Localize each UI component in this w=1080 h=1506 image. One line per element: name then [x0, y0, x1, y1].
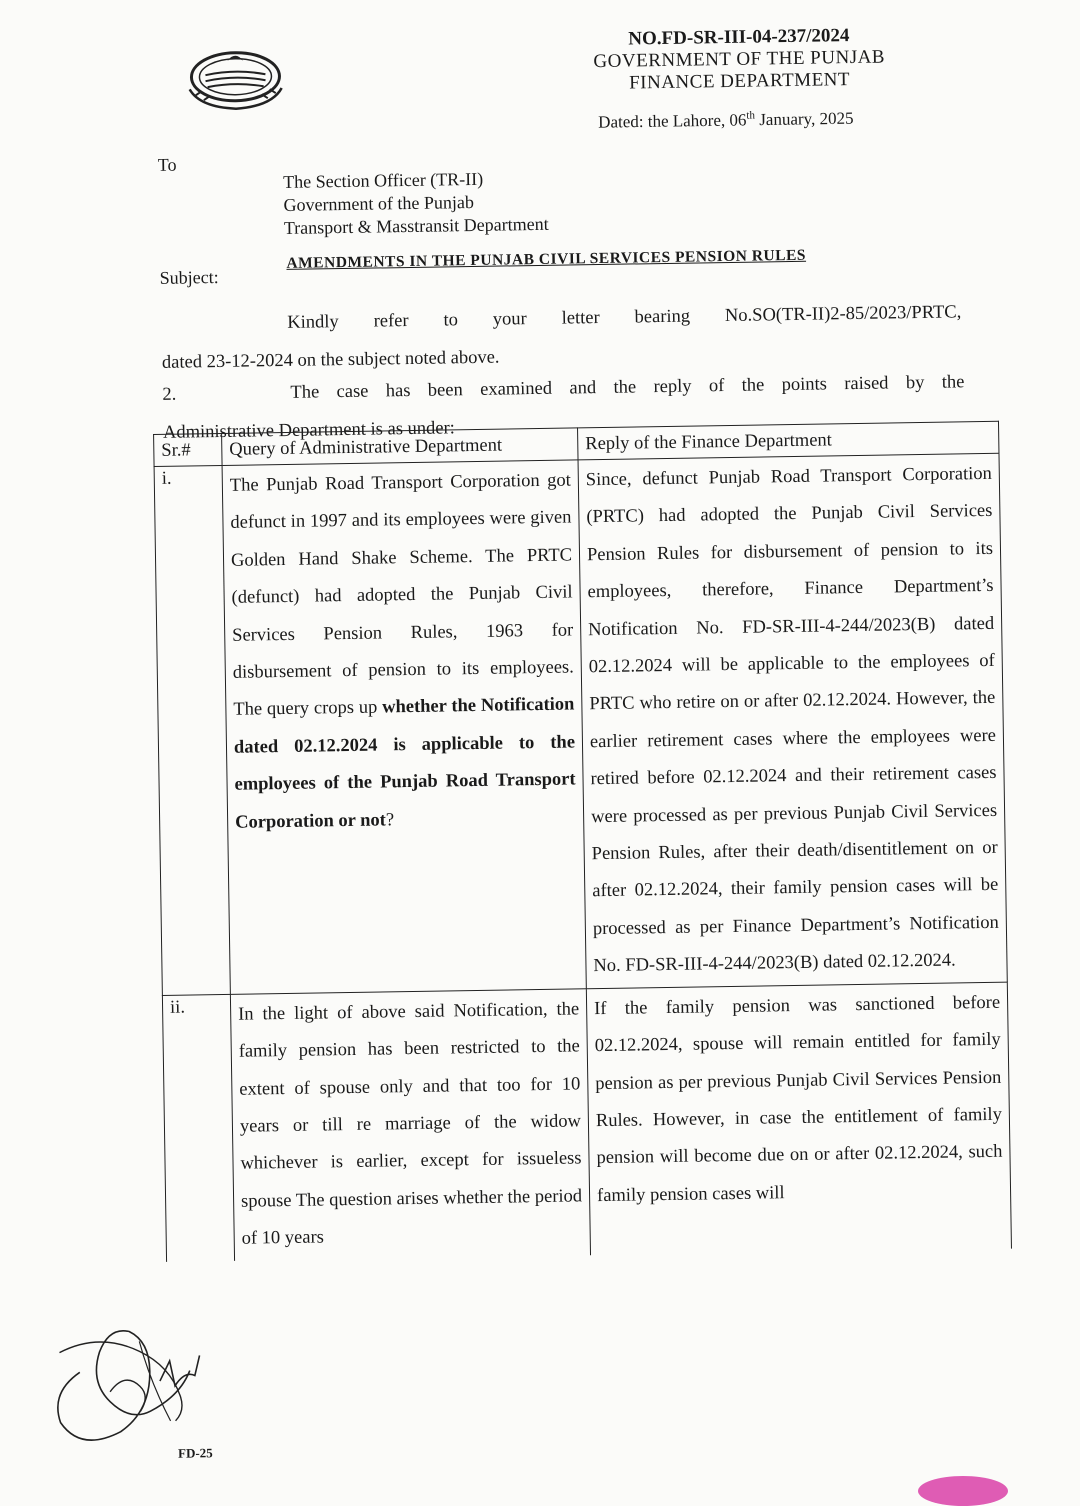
addressee-block	[283, 167, 549, 240]
addressee-line-1: The Section Officer (TR-II)	[282, 168, 484, 192]
addressee-line-2: Government of the Punjab	[283, 191, 475, 215]
row-2-sr: ii.	[162, 994, 234, 1261]
row-1-query: The Punjab Road Transport Corporation got defunct in 1997 and its employees were given Golden Hand Shake Scheme. The PRTC (defunct) had adopted the Punjab Civil Services Pension Rules, 1963 for disbursement of pension to its employees. The query crops up whether the Notification dated 02.12.2024 is applicable to the employees of the Punjab Road Transport Corporation or not?	[222, 460, 586, 994]
addressee-line-3: Transport & Masstransit Department	[283, 213, 549, 238]
paragraph-1-line-2: dated 23-12-2024 on the subject noted above.	[161, 347, 500, 373]
handwritten-signature	[39, 1310, 231, 1453]
row-2-reply: If the family pension was sanctioned before 02.12.2024, spouse will remain entitled for family pension as per previous Punjab Civil Services Pension Rules. However, in case the entitlement of family pension will become due on or after 02.12.2024, such family pension cases will	[586, 982, 1011, 1255]
row-1-reply: Since, defunct Punjab Road Transport Corporation (PRTC) had adopted the Punjab Civil Services Pension Rules for disbursement of pension to its employees, therefore, Finance Department’s Notification No. FD-SR-III-4-244/2023(B) dated 02.12.2024 will be applicable to the employees of PRTC who retire on or after 02.12.2024. However, the earlier retirement cases where the employees were retired before 02.12.2024 and their retirement cases were processed as per previous Punjab Civil Services Pension Rules, after their death/disentitlement on or after 02.12.2024, their family pension cases will be processed as per Finance Department’s Notification No. FD-SR-III-4-244/2023(B) dated 02.12.2024.	[578, 453, 1007, 988]
letter-number: NO.FD-SR-III-04-237/2024	[628, 25, 850, 50]
row-1-sr: i.	[154, 465, 230, 995]
form-code: FD-25	[177, 1445, 213, 1461]
paragraph-2-line-2: Administrative Department is as under:	[162, 418, 456, 443]
to-label: To	[157, 154, 177, 175]
pink-mark	[918, 1476, 1008, 1506]
header-sr: Sr.#	[154, 433, 222, 466]
paragraph-1-line-1: Kindly refer to your letter bearing No.SO(TR-II)2-85/2023/PRTC,	[287, 302, 962, 333]
paragraph-2-number: 2.	[162, 384, 177, 405]
subject-text: AMENDMENTS IN THE PUNJAB CIVIL SERVICES PENSION RULES	[286, 246, 807, 272]
row-2-query: In the light of above said Notification, the family pension has been restricted to the extent of spouse only and that too for 10 years or till re marriage of the widow whichever is earlier, except for issueless spouse The question arises whether the period of 10 years	[230, 988, 590, 1260]
department-name: FINANCE DEPARTMENT	[628, 69, 851, 94]
paragraph-2-line-1: The case has been examined and the reply of the points raised by the	[290, 372, 965, 403]
government-name: GOVERNMENT OF THE PUNJAB	[593, 46, 886, 73]
punjab-government-emblem	[175, 44, 296, 114]
table-row	[154, 453, 1007, 995]
header-reply: Reply of the Finance Department	[578, 421, 999, 460]
table-row	[162, 982, 1011, 1262]
subject-label: Subject:	[159, 266, 219, 288]
query-reply-table	[153, 421, 1012, 1262]
letter-date: Dated: the Lahore, 06th January, 2025	[598, 108, 854, 132]
header-query: Query of Administrative Department	[222, 428, 579, 466]
letter-header	[549, 24, 930, 96]
